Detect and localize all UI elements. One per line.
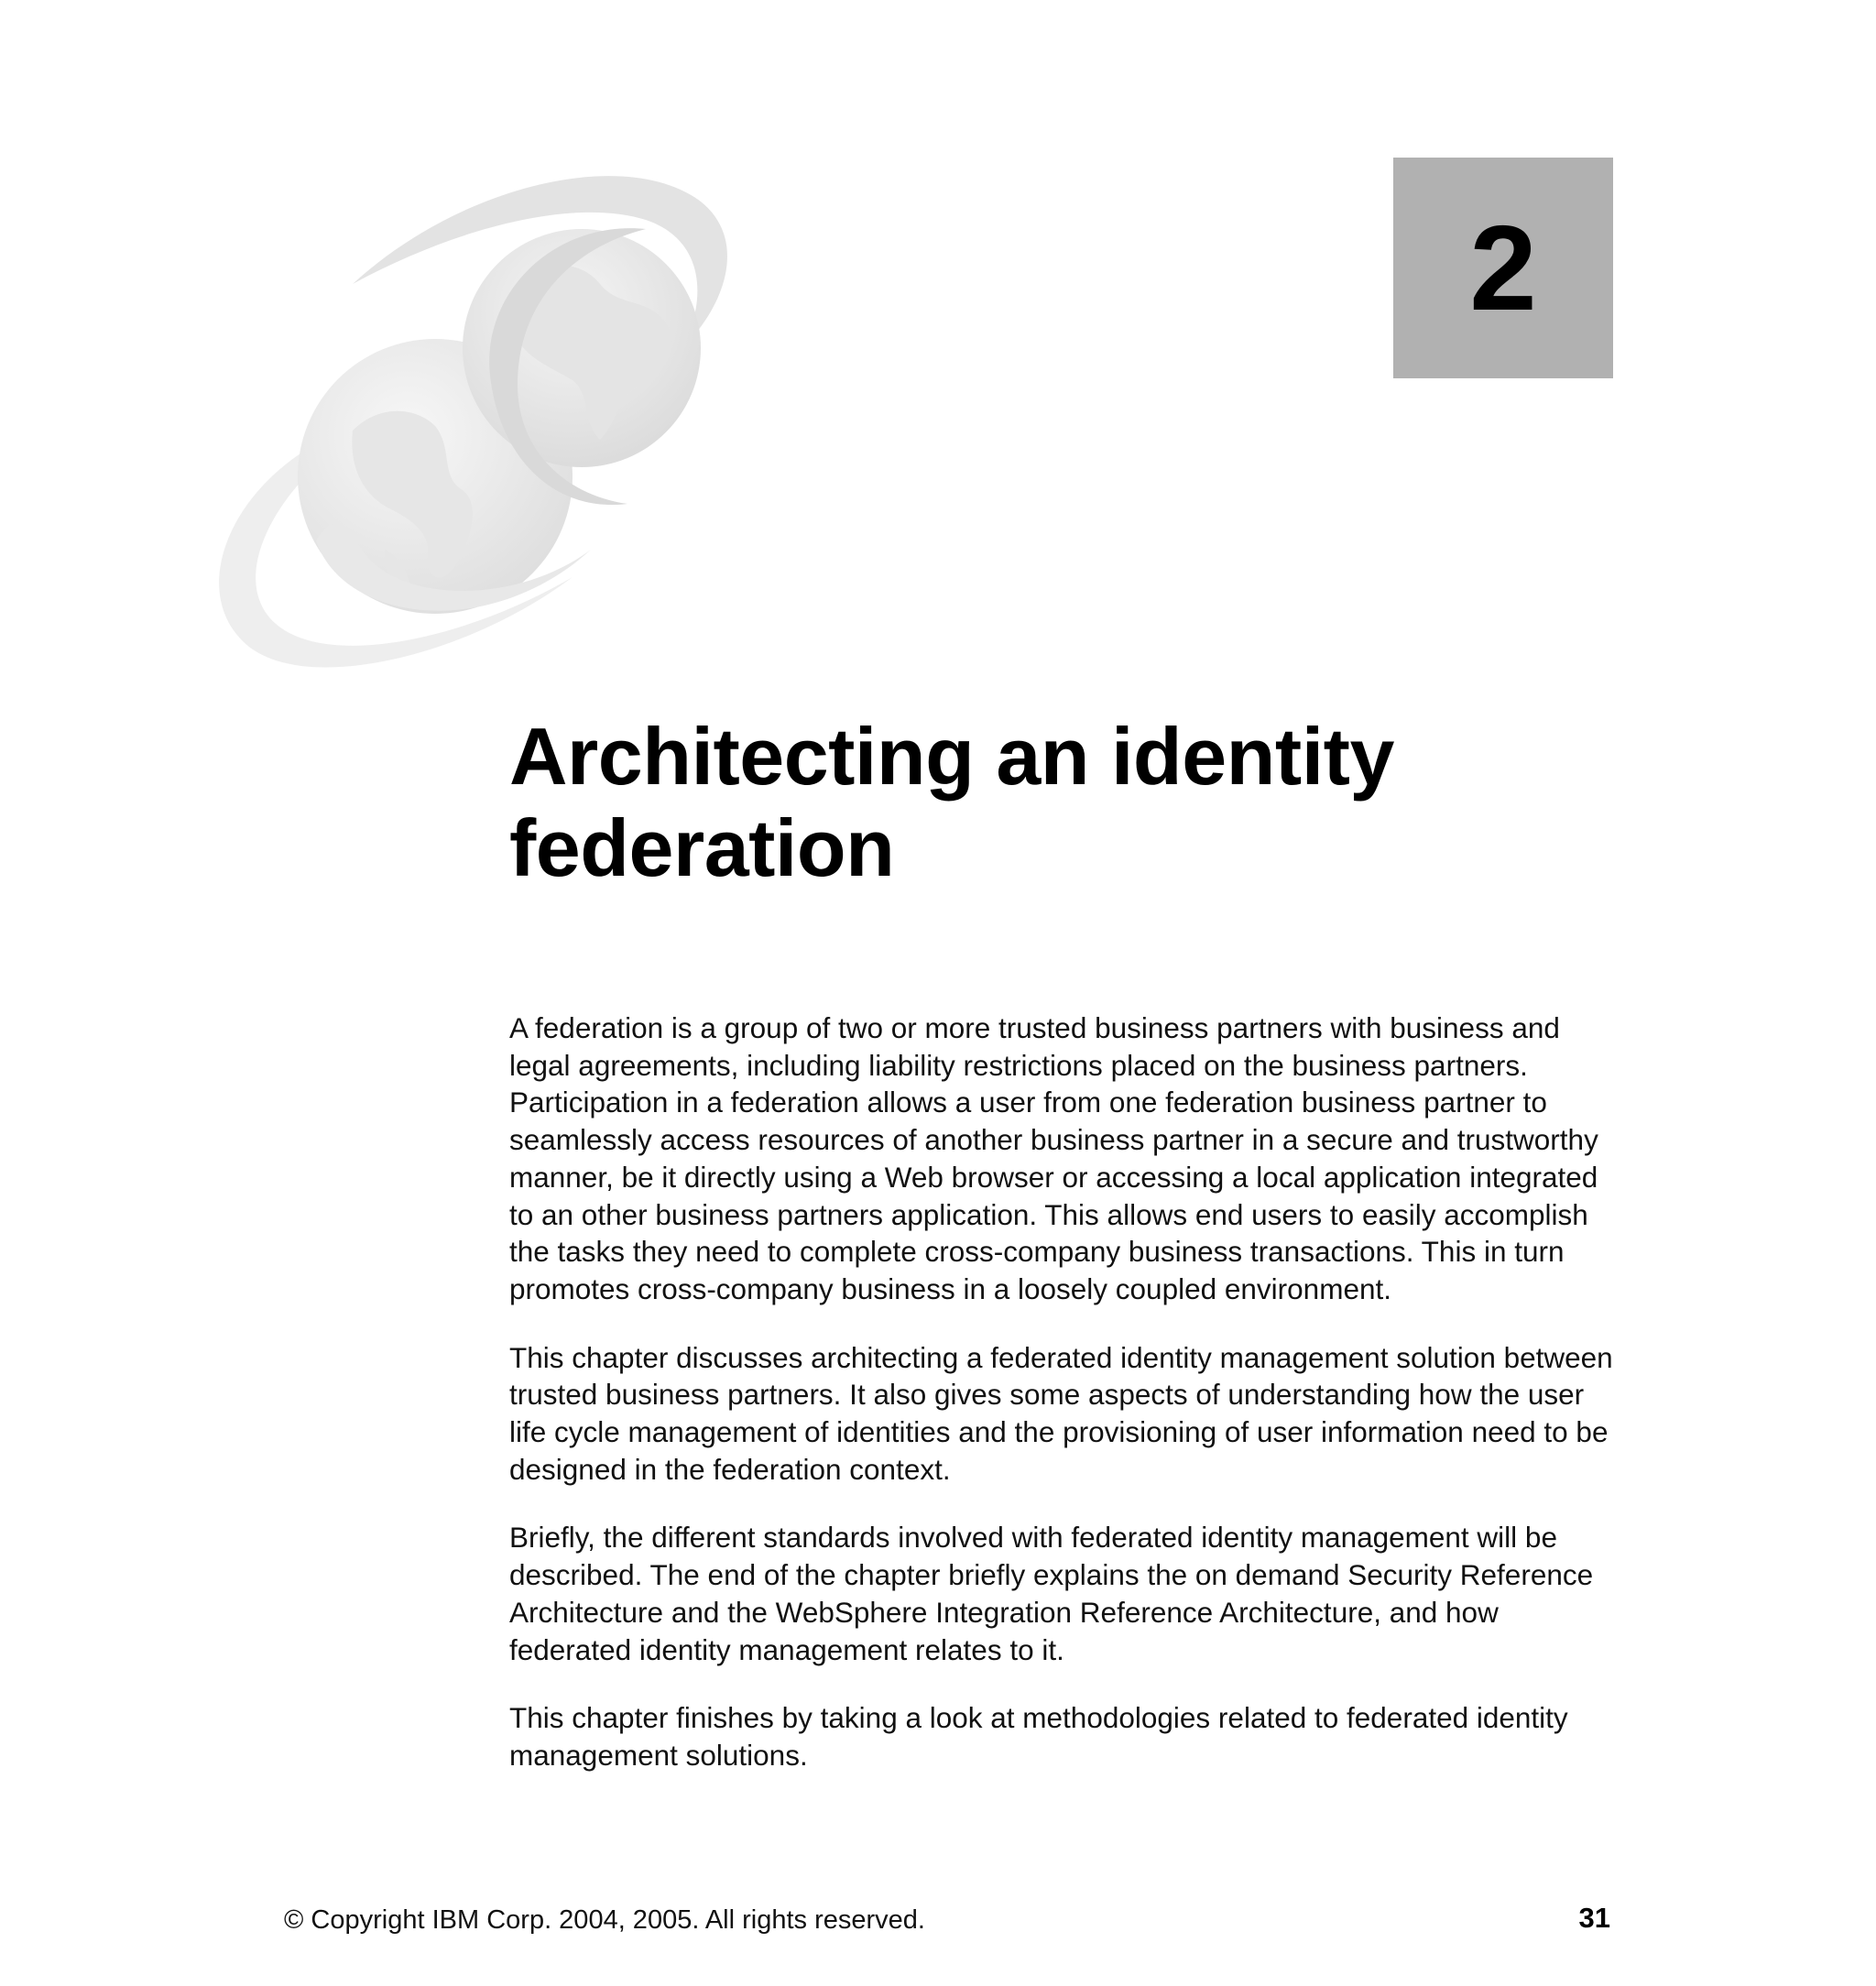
chapter-number-box: [1393, 158, 1613, 378]
copyright-notice: © Copyright IBM Corp. 2004, 2005. All rights reserved.: [284, 1905, 925, 1935]
chapter-introduction: [509, 1009, 1618, 1806]
chapter-title: [509, 711, 1700, 894]
paragraph: This chapter discusses architecting a federated identity management solution between trusted business partners. It also gives some aspects of understanding how the user life cycle management of identities and the provisioning of user information need to be designed in the federation context.: [509, 1340, 1613, 1486]
chapter-title-line-2: federation: [509, 802, 895, 893]
paragraph: A federation is a group of two or more trusted business partners with business and legal agreements, including liability restrictions placed on the business partners. Participation in a federation allows a user from one federation business partner to seamlessly access resources of another business partner in a secure and trustworthy manner, be it directly using a Web browser or accessing a local application integrated to an other business partners application. This allows end users to easily accomplish the tasks they need to complete cross-company business transactions. This in turn promotes cross-company business in a loosely coupled environment.: [509, 1011, 1598, 1305]
page-number: 31: [1578, 1902, 1610, 1934]
ibm-globe-swirl-icon: [188, 147, 829, 678]
chapter-number: 2: [1469, 200, 1537, 335]
paragraph: Briefly, the different standards involved with federated identity management will be described. The end of the chapter briefly explains the on demand Security Reference Architecture and the WebSphere Integration Reference Architecture, and how federated identity management relates to it.: [509, 1521, 1594, 1666]
paragraph: This chapter finishes by taking a look at methodologies related to federated identity management solutions.: [509, 1701, 1568, 1772]
chapter-title-line-1: Architecting an identity: [509, 711, 1394, 802]
